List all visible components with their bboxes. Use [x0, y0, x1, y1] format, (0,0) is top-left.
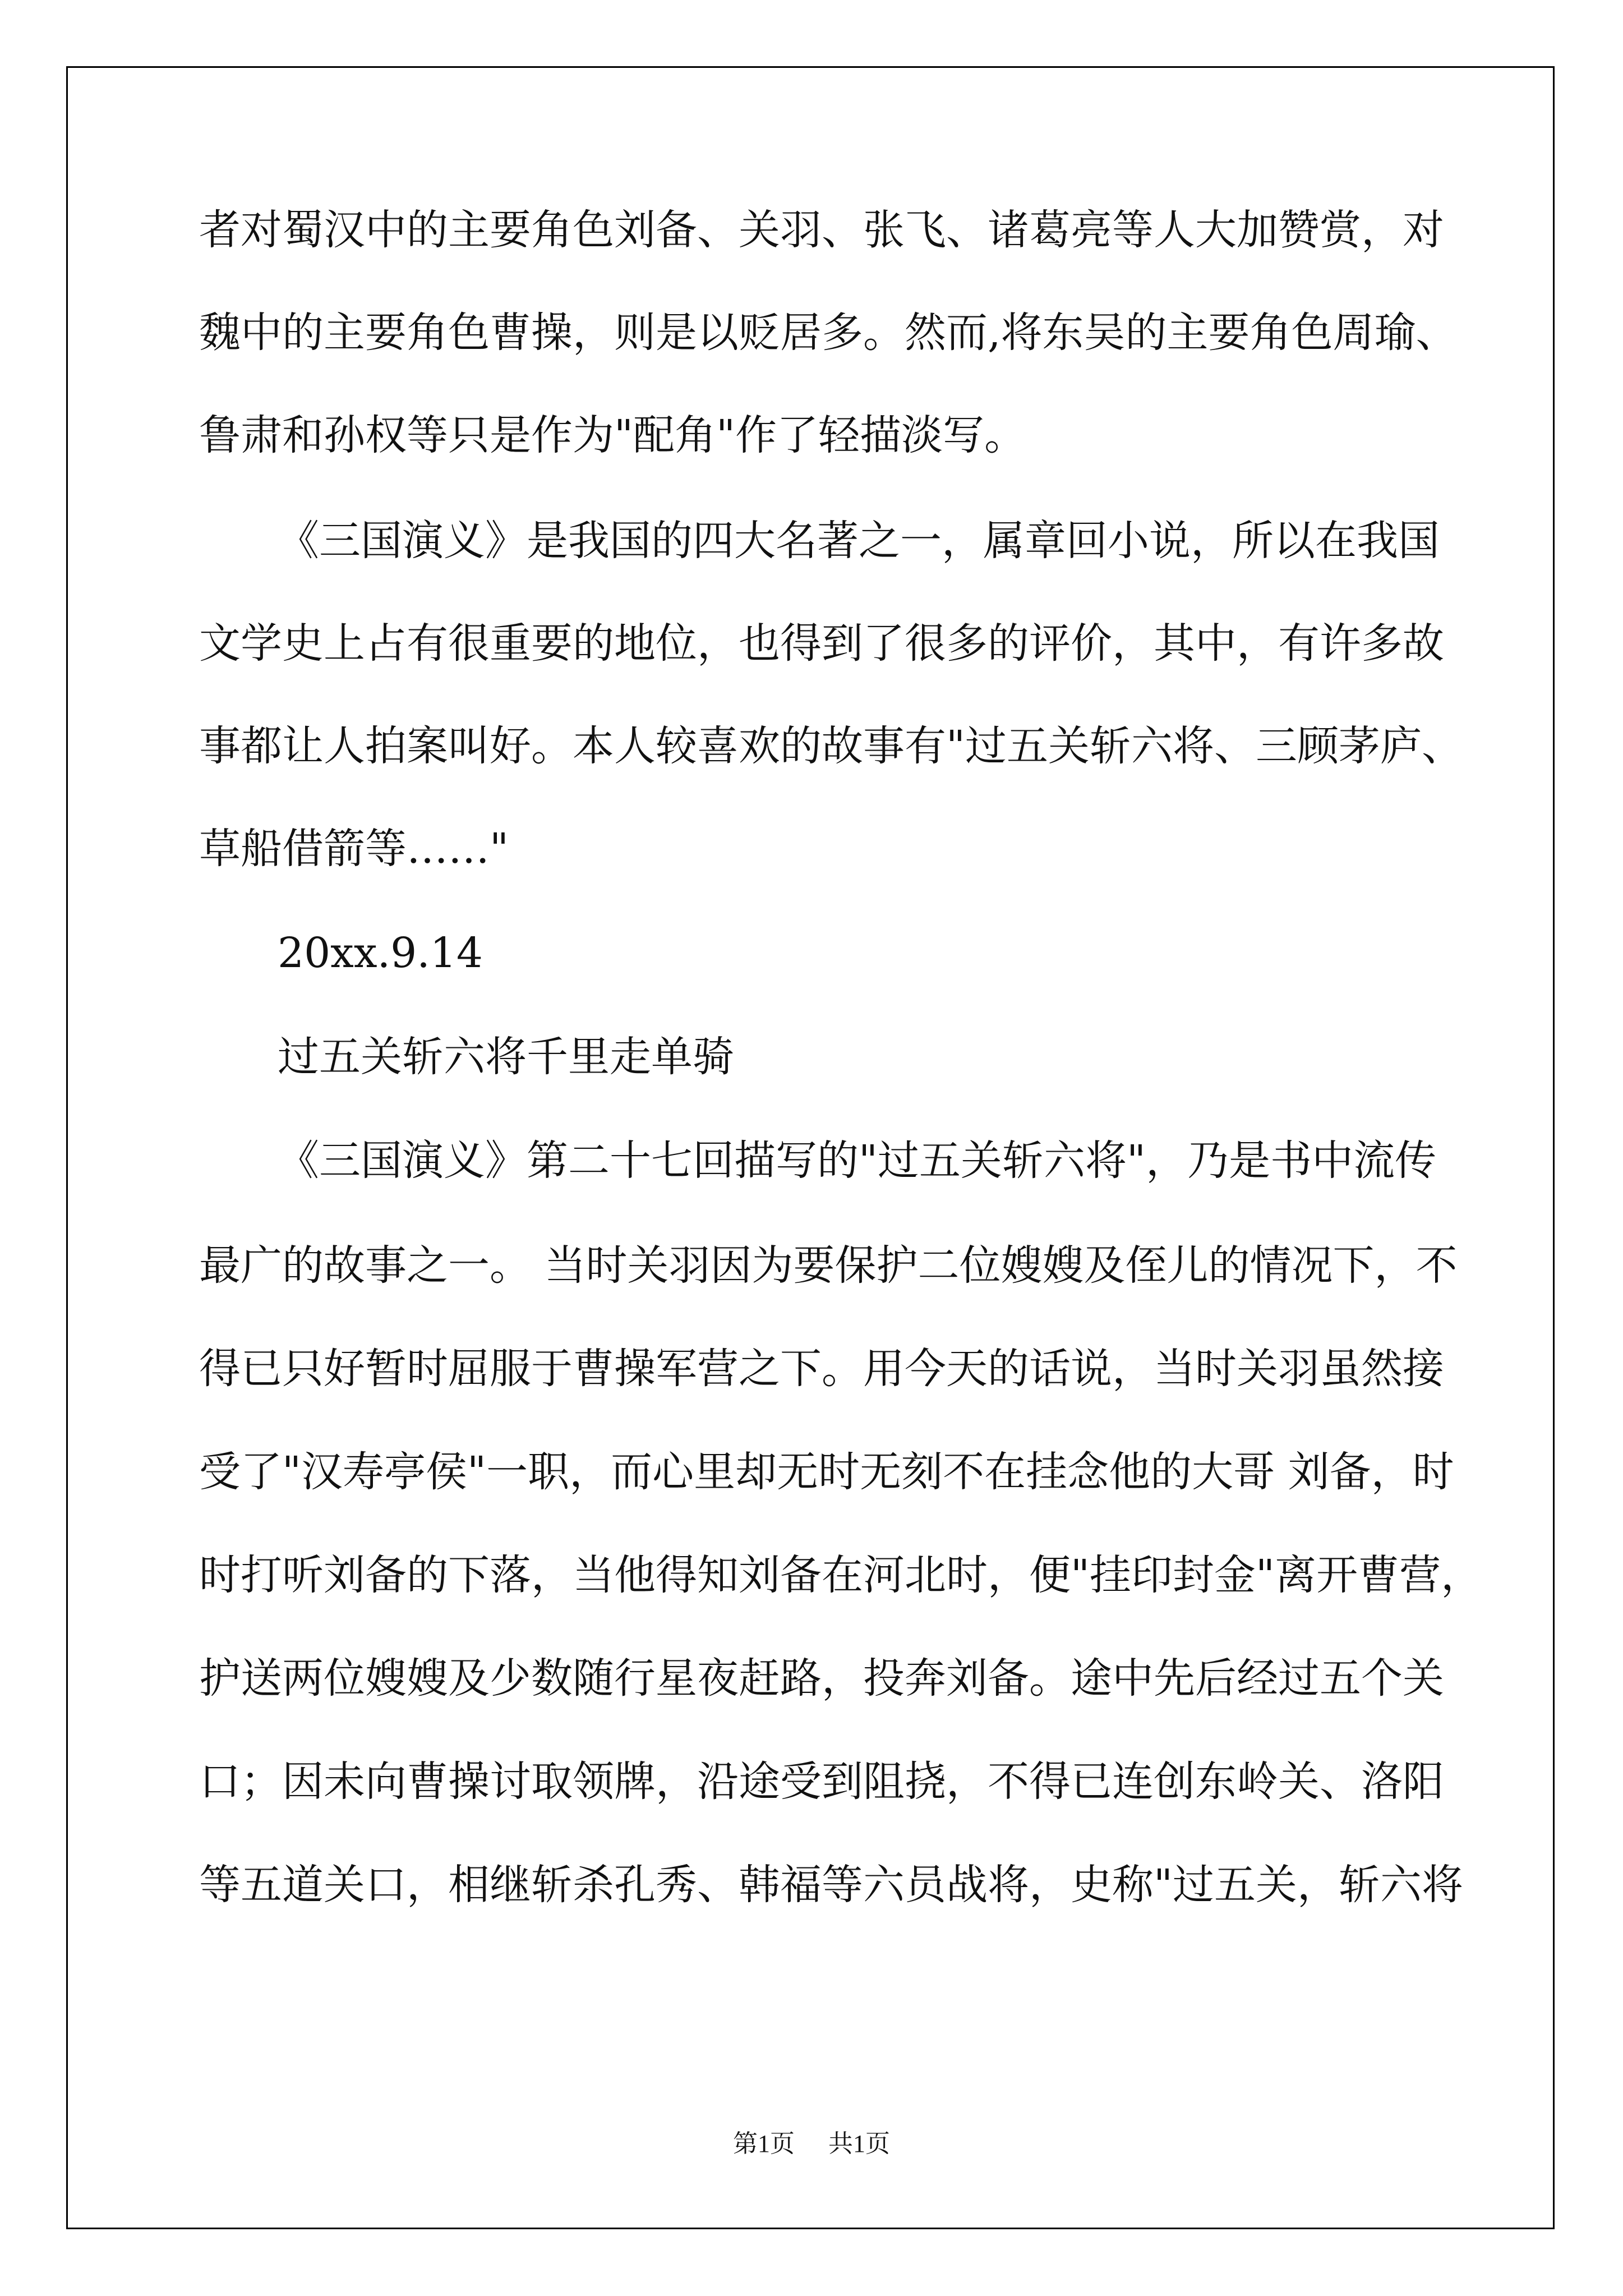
text-line: 最广的故事之一。 当时关羽因为要保护二位嫂嫂及侄儿的情况下，不 — [199, 1241, 1458, 1290]
page-total: 共1页 — [828, 2130, 890, 2157]
text-line: 等五道关口，相继斩杀孔秀、韩福等六员战将，史称"过五关，斩六将 — [199, 1861, 1464, 1909]
text-line: 文学史上占有很重要的地位，也得到了很多的评价，其中，有许多故 — [199, 619, 1444, 668]
section-title: 过五关斩六将千里走单骑 — [278, 1033, 734, 1081]
text-line: 时打听刘备的下落，当他得知刘备在河北时，便"挂印封金"离开曹营， — [199, 1551, 1483, 1599]
text-line: 得已只好暂时屈服于曹操军营之下。用今天的话说，当时关羽虽然接 — [199, 1345, 1444, 1393]
text-line: 者对蜀汉中的主要角色刘备、关羽、张飞、诸葛亮等人大加赞赏，对 — [199, 206, 1444, 254]
date-line: 20xx.9.14 — [278, 929, 483, 977]
text-line: 受了"汉寿亭侯"一职，而心里却无时无刻不在挂念他的大哥 刘备，时 — [199, 1448, 1454, 1496]
text-line: 事都让人拍案叫好。本人较喜欢的故事有"过五关斩六将、三顾茅庐、 — [199, 722, 1464, 770]
paragraph-start-line: 《三国演义》是我国的四大名著之一，属章回小说，所以在我国 — [278, 517, 1440, 565]
text-line: 草船借箭等……" — [199, 825, 509, 873]
page-number: 第1页 — [733, 2130, 795, 2157]
page-footer — [0, 2127, 1623, 2161]
text-line: 魏中的主要角色曹操，则是以贬居多。然而,将东吴的主要角色周瑜、 — [199, 309, 1458, 357]
text-line: 口；因未向曹操讨取领牌，沿途受到阻挠，不得已连创东岭关、洛阳 — [199, 1757, 1444, 1806]
text-line: 鲁肃和孙权等只是作为"配角"作了轻描淡写。 — [199, 411, 1026, 459]
paragraph-start-line: 《三国演义》第二十七回描写的"过五关斩六将"，乃是书中流传 — [278, 1137, 1437, 1185]
text-line: 护送两位嫂嫂及少数随行星夜赶路，投奔刘备。途中先后经过五个关 — [199, 1654, 1444, 1703]
